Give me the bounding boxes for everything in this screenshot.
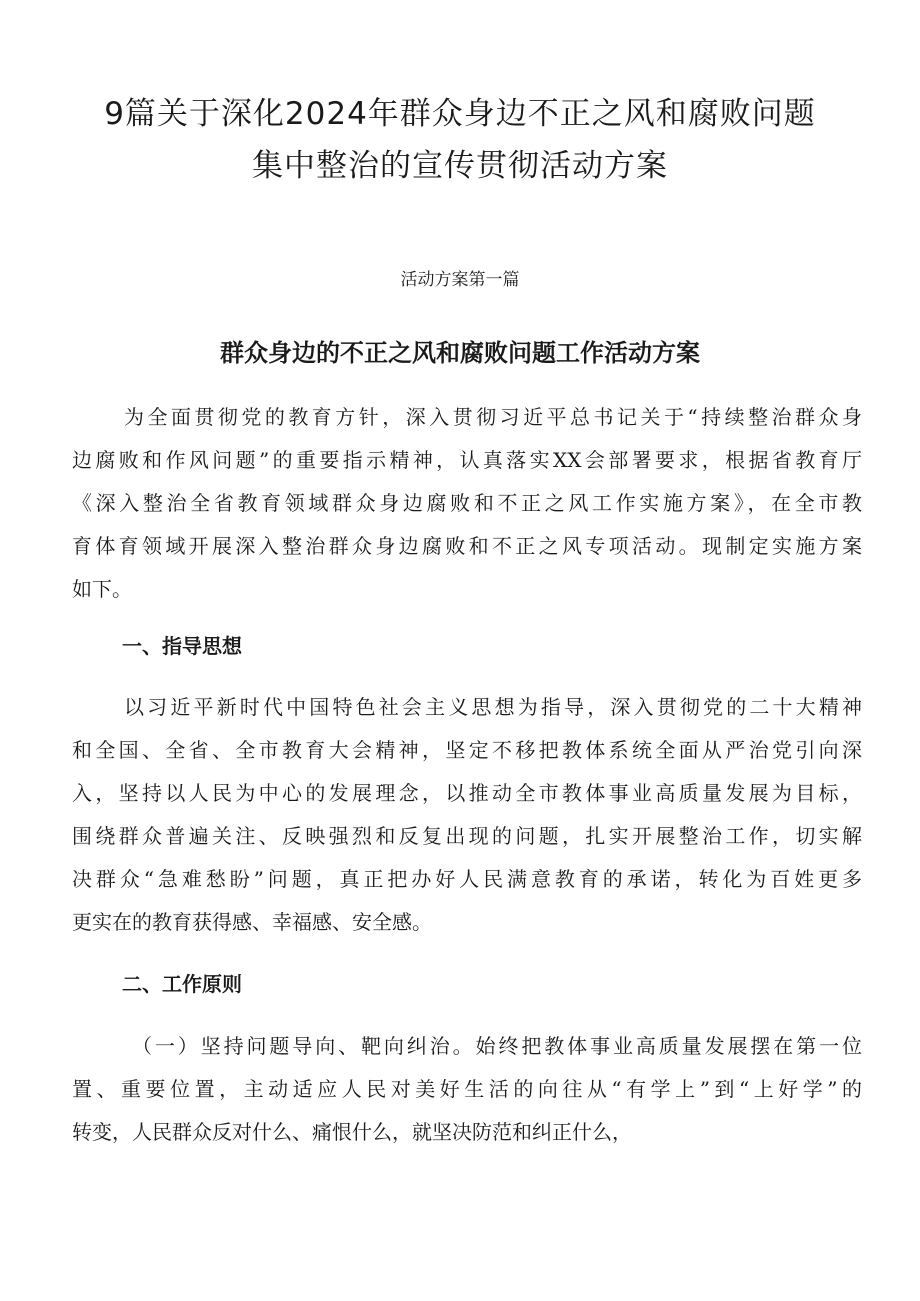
heading-guiding-ideology: 一、指导思想 xyxy=(122,634,242,658)
intro-paragraph xyxy=(72,396,862,611)
title-line: 9篇关于深化2024年群众身边不正之风和腐败问题 xyxy=(104,96,816,132)
paragraph-line: 为全面贯彻党的教育方针，深入贯彻习近平总书记关于“持续整治群众身 xyxy=(124,405,862,429)
document-title xyxy=(60,88,860,192)
paragraph-line: 以习近平新时代中国特色社会主义思想为指导，深入贯彻党的二十大精神 xyxy=(124,695,862,719)
paragraph-line: 置、重要位置，主动适应人民对美好生活的向往从“有学上”到“上好学”的 xyxy=(72,1077,862,1101)
paragraph-line: 育体育领域开展深入整治群众身边腐败和不正之风专项活动。现制定实施方案 xyxy=(72,534,862,558)
paragraph-line: 《深入整治全省教育领域群众身边腐败和不正之风工作实施方案》，在全市教 xyxy=(72,491,862,515)
section-subtitle: 群众身边的不正之风和腐败问题工作活动方案 xyxy=(220,339,700,367)
paragraph-line: 更实在的教育获得感、幸福感、安全感。 xyxy=(72,910,432,934)
guiding-paragraph xyxy=(72,686,862,944)
paragraph-line: 如下。 xyxy=(72,577,132,601)
principle-paragraph xyxy=(72,1025,862,1154)
paragraph-line: 入，坚持以人民为中心的发展理念，以推动全市教体事业高质量发展为目标， xyxy=(72,781,862,805)
paragraph-line: 转变，人民群众反对什么、痛恨什么，就坚决防范和纠正什么， xyxy=(72,1120,632,1144)
section-label: 活动方案第一篇 xyxy=(400,270,520,290)
title-line: 集中整治的宣传贯彻活动方案 xyxy=(252,148,668,184)
heading-work-principles: 二、工作原则 xyxy=(122,972,242,996)
paragraph-line: 边腐败和作风问题”的重要指示精神，认真落实XX会部署要求，根据省教育厅 xyxy=(72,448,862,472)
paragraph-line: 围绕群众普遍关注、反映强烈和反复出现的问题，扎实开展整治工作，切实解 xyxy=(72,824,862,848)
paragraph-line: （一）坚持问题导向、靶向纠治。始终把教体事业高质量发展摆在第一位 xyxy=(132,1034,862,1058)
paragraph-line: 决群众“急难愁盼”问题，真正把办好人民满意教育的承诺，转化为百姓更多 xyxy=(72,867,862,891)
paragraph-line: 和全国、全省、全市教育大会精神，坚定不移把教体系统全面从严治党引向深 xyxy=(72,738,862,762)
